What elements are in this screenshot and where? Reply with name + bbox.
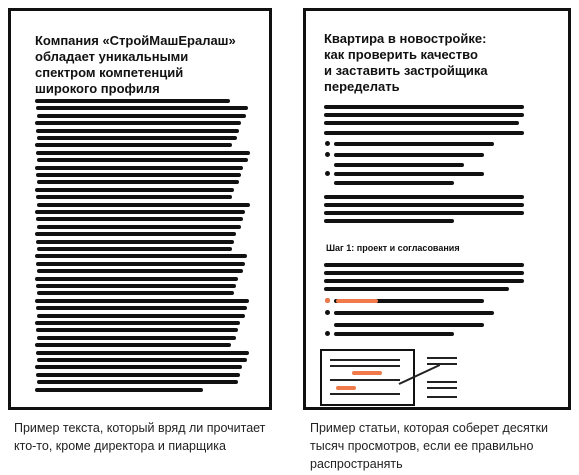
placeholder-text-line — [334, 332, 454, 336]
placeholder-text-line — [37, 114, 246, 118]
callout-line — [427, 381, 457, 383]
placeholder-text-line — [36, 129, 239, 133]
placeholder-text-line — [324, 195, 524, 199]
placeholder-text-line — [334, 153, 484, 157]
placeholder-text-line — [37, 225, 241, 229]
placeholder-text-line — [37, 380, 238, 384]
placeholder-text-line — [334, 163, 464, 167]
left-caption: Пример текста, который вряд ли прочитает кто-то, кроме директора и пиарщика — [14, 421, 266, 453]
placeholder-text-line — [324, 287, 509, 291]
placeholder-text-line — [35, 232, 236, 236]
bullet-point — [325, 152, 330, 157]
placeholder-text-line — [37, 247, 232, 251]
placeholder-text-line — [36, 351, 249, 355]
placeholder-text-line — [37, 269, 243, 273]
bullet-point — [325, 331, 330, 336]
callout-line — [427, 363, 457, 365]
placeholder-text-line — [324, 131, 524, 135]
placeholder-text-line — [36, 151, 250, 155]
highlight-mark — [336, 299, 378, 303]
placeholder-text-line — [36, 306, 247, 310]
placeholder-text-line — [324, 113, 524, 117]
placeholder-text-line — [36, 284, 236, 288]
placeholder-text-line — [334, 142, 494, 146]
placeholder-text-line — [36, 106, 248, 110]
placeholder-text-line — [324, 105, 524, 109]
right-document-page — [303, 8, 571, 410]
placeholder-text-line — [37, 136, 237, 140]
placeholder-text-line — [324, 263, 524, 267]
placeholder-text-line — [35, 143, 232, 147]
placeholder-text-line — [36, 328, 238, 332]
placeholder-text-line — [36, 173, 241, 177]
placeholder-text-line — [334, 323, 484, 327]
placeholder-text-line — [35, 166, 243, 170]
placeholder-text-line — [35, 365, 242, 369]
placeholder-text-line — [35, 254, 247, 258]
placeholder-text-line — [334, 172, 484, 176]
right-document-subheading: Шаг 1: проект и согласования — [326, 243, 460, 253]
placeholder-text-line — [35, 188, 234, 192]
placeholder-text-line — [35, 121, 241, 125]
placeholder-text-line — [36, 217, 243, 221]
callout-line — [427, 396, 457, 398]
placeholder-text-line — [35, 321, 240, 325]
placeholder-text-line — [36, 262, 245, 266]
placeholder-text-line — [324, 203, 524, 207]
placeholder-text-line — [35, 277, 238, 281]
placeholder-text-line — [37, 336, 236, 340]
placeholder-text-line — [35, 99, 230, 103]
bullet-point — [325, 141, 330, 146]
placeholder-text-line — [324, 271, 524, 275]
placeholder-text-line — [36, 373, 240, 377]
placeholder-text-line — [36, 195, 232, 199]
placeholder-text-line — [36, 240, 234, 244]
highlight-mark — [336, 386, 356, 390]
callout-line — [427, 387, 457, 389]
highlight-mark — [352, 371, 382, 375]
placeholder-text-line — [35, 210, 245, 214]
placeholder-text-line — [37, 358, 247, 362]
left-document-page — [8, 8, 272, 410]
placeholder-text-line — [324, 211, 524, 215]
placeholder-text-line — [37, 180, 239, 184]
bullet-point — [325, 171, 330, 176]
placeholder-text-line — [37, 158, 248, 162]
placeholder-text-line — [334, 311, 494, 315]
placeholder-text-line — [35, 299, 249, 303]
placeholder-text-line — [37, 203, 250, 207]
bullet-point — [325, 310, 330, 315]
callout-line — [427, 357, 457, 359]
article-illustration — [320, 349, 415, 406]
placeholder-text-line — [37, 314, 245, 318]
placeholder-text-line — [324, 121, 519, 125]
placeholder-text-line — [35, 388, 203, 392]
placeholder-text-line — [324, 279, 524, 283]
highlight-bullet — [325, 298, 330, 303]
left-document-heading: Компания «СтройМашЕралаш» обладает уникальными спектром компетенций широкого профиля — [35, 33, 236, 96]
placeholder-text-line — [334, 181, 454, 185]
right-caption: Пример статьи, которая соберет десятки тысяч просмотров, если ее правильно распространять — [310, 421, 548, 471]
right-document-heading: Квартира в новостройке: как проверить качество и заставить застройщика переделать — [324, 31, 488, 94]
placeholder-text-line — [324, 219, 454, 223]
placeholder-text-line — [37, 291, 234, 295]
placeholder-text-line — [35, 343, 231, 347]
